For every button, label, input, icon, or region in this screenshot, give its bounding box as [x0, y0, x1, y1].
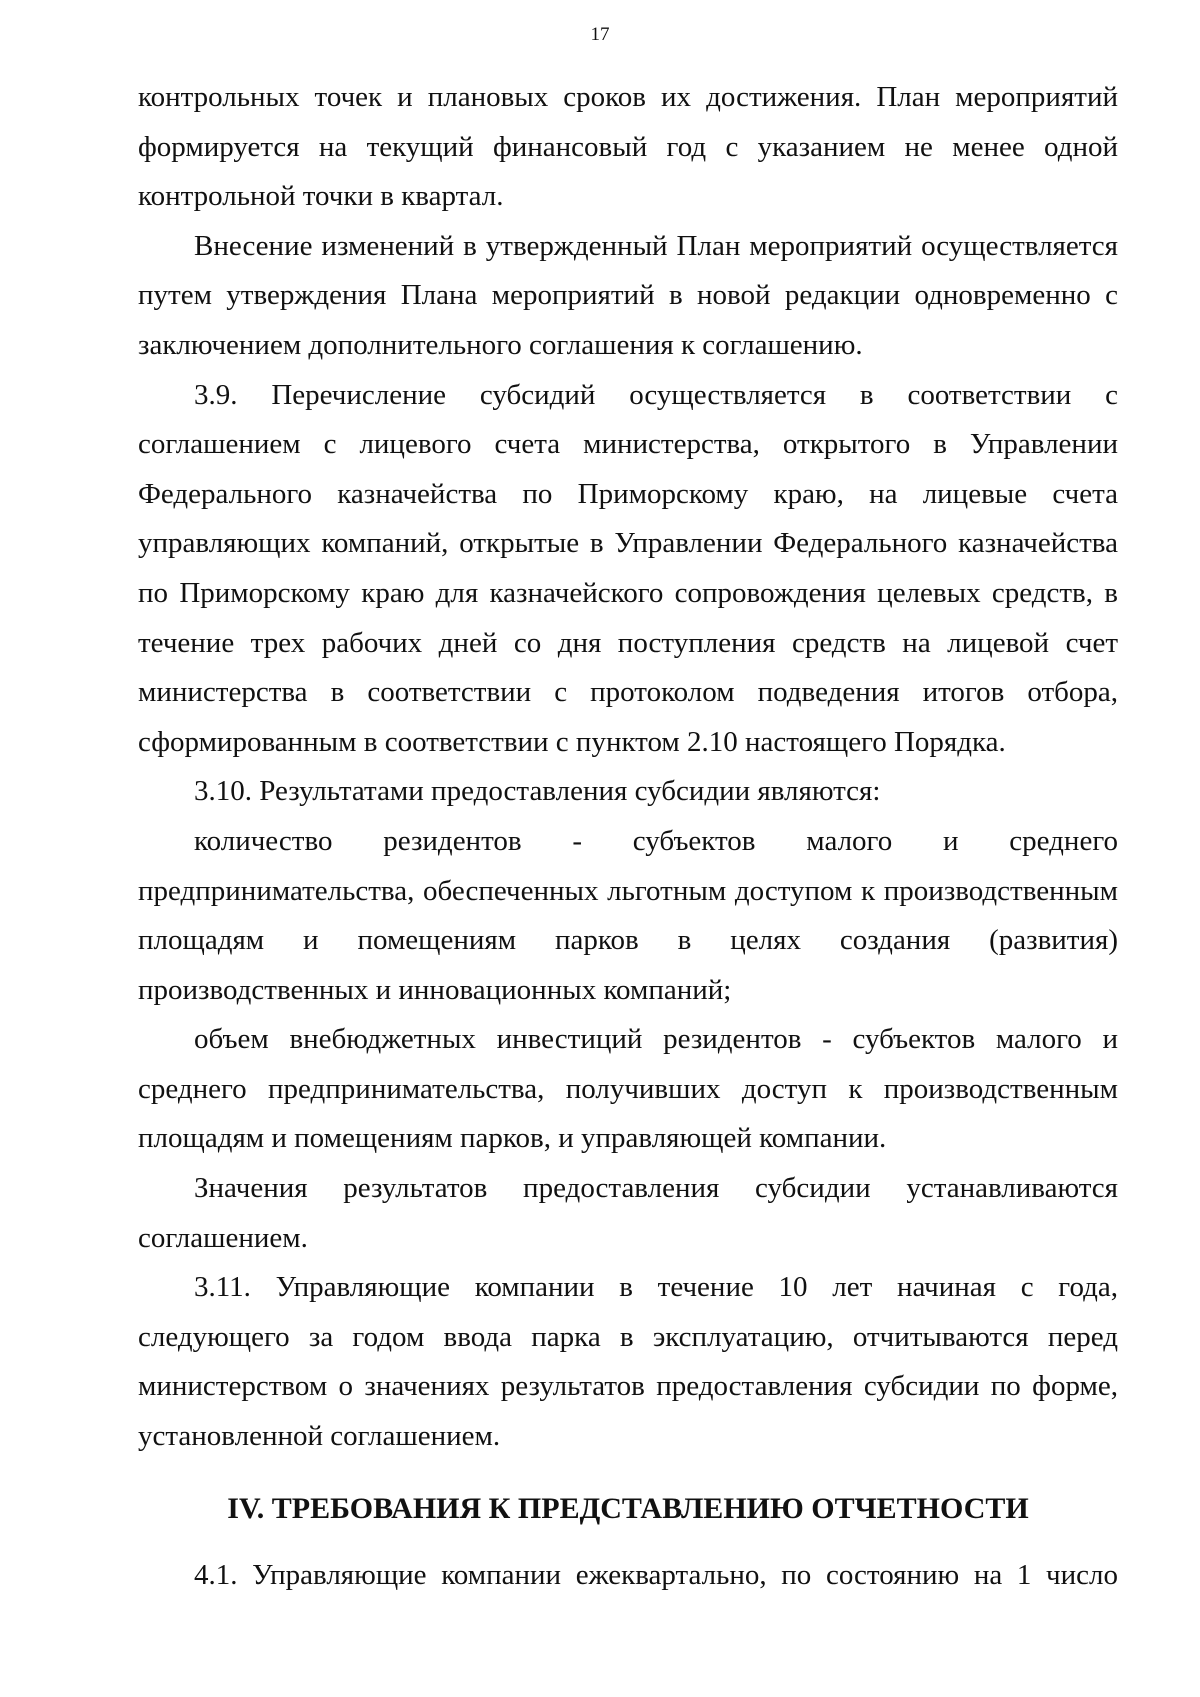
- paragraph-3-10: 3.10. Результатами предоставления субсидии являются:: [194, 775, 881, 808]
- page-number: 17: [590, 24, 610, 45]
- paragraph-3-9: 3.9. Перечисление субсидий осуществляется в соответствии с соглашением с лицевого счета министерства, открытого в Управлении Федерального казначейства по Приморскому краю, на лицевые счета управляющих компаний, открытые в Управлении Федерального казначейства по Приморскому краю для казначейского сопровождения целевых средств, в течение трех рабочих дней со дня поступления средств на лицевой счет министерства в соответствии с протоколом подведения итогов отбора, сформированным в соответствии с пунктом 2.10 настоящего Порядка.: [138, 378, 1118, 758]
- section-heading: IV. ТРЕБОВАНИЯ К ПРЕДСТАВЛЕНИЮ ОТЧЕТНОСТИ: [227, 1491, 1029, 1525]
- paragraph-result-residents: количество резидентов - субъектов малого и среднего предпринимательства, обеспеченных льготным доступом к производственным площадям и помещениям парков в целях создания (развития) производственных и инновационных компаний;: [138, 824, 1118, 1006]
- paragraph-continuation: контрольных точек и плановых сроков их достижения. План мероприятий формируется на текущий финансовый год с указанием не менее одной контрольной точки в квартал.: [138, 81, 1118, 213]
- paragraph-4-1: 4.1. Управляющие компании ежеквартально, по состоянию на 1 число: [194, 1558, 1118, 1591]
- document-body: [138, 73, 1118, 1600]
- paragraph-3-11: 3.11. Управляющие компании в течение 10 лет начиная с года, следующего за годом ввода парка в эксплуатацию, отчитываются перед министерством о значениях результатов предоставления субсидии по форме, установленной соглашением.: [138, 1271, 1118, 1453]
- paragraph-plan-changes: Внесение изменений в утвержденный План мероприятий осуществляется путем утверждения Плана мероприятий в новой редакции одновременно с заключением дополнительного соглашения к соглашению.: [138, 229, 1118, 361]
- paragraph-result-values: Значения результатов предоставления субсидии устанавливаются соглашением.: [138, 1172, 1118, 1254]
- paragraph-result-investments: объем внебюджетных инвестиций резидентов - субъектов малого и среднего предпринимательства, получивших доступ к производственным площадям и помещениям парков, и управляющей компании.: [138, 1023, 1118, 1155]
